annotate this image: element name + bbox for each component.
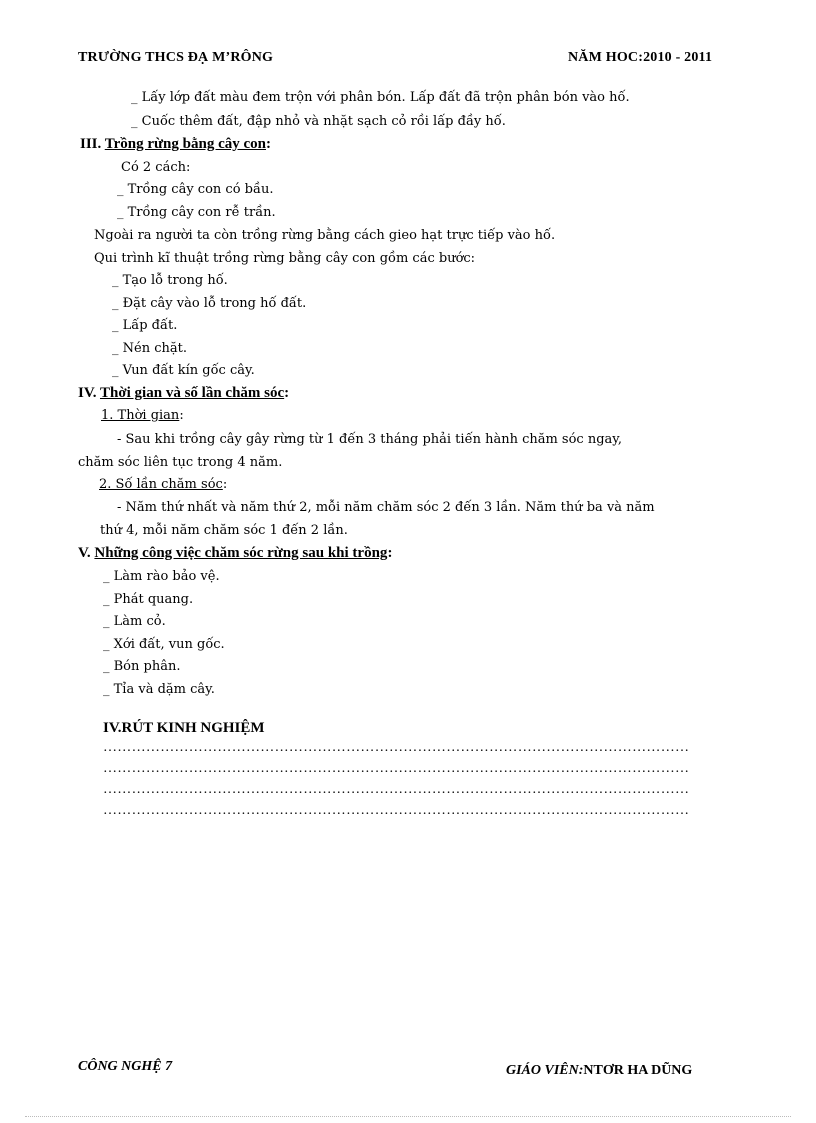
section-3-step: _ Vun đất kín gốc cây.	[112, 363, 255, 378]
section-3-line: _ Trồng cây con rễ trần.	[117, 205, 276, 220]
section-3-step: _ Tạo lỗ trong hố.	[112, 273, 228, 288]
review-dotted-line: ……………………………………………………………………………………………………………	[103, 761, 690, 776]
sub1-colon: :	[179, 408, 184, 423]
intro-line-2: _ Cuốc thêm đất, đập nhỏ và nhặt sạch cỏ rồi lấp đầy hố.	[131, 114, 506, 129]
sub2-text-a: - Năm thứ nhất và năm thứ 2, mỗi năm chăm sóc 2 đến 3 lần. Năm thứ ba và năm	[117, 500, 655, 515]
school-year: NĂM HOC:2010 - 2011	[568, 50, 713, 65]
section-3-step: _ Lấp đất.	[112, 318, 178, 333]
footer-subject: CÔNG NGHỆ 7	[78, 1059, 173, 1074]
sub1-text-b: chăm sóc liên tục trong 4 năm.	[78, 455, 283, 470]
section-3-step: _ Nén chặt.	[112, 341, 187, 356]
section-4-sub2	[99, 477, 227, 492]
section-5-item: _ Xới đất, vun gốc.	[103, 637, 225, 652]
review-title: IV.RÚT KINH NGHIỆM	[103, 720, 265, 736]
sub2-text-b: thứ 4, mỗi năm chăm sóc 1 đến 2 lần.	[100, 523, 348, 538]
section-3-step: _ Đặt cây vào lỗ trong hố đất.	[112, 296, 307, 311]
footer-teacher-name: NTƠR HA DŨNG	[583, 1063, 693, 1078]
footer-teacher-label: GIÁO VIÊN:	[506, 1063, 584, 1078]
review-dotted-line: ……………………………………………………………………………………………………………	[103, 782, 690, 797]
section-5-item: _ Làm cỏ.	[103, 614, 166, 629]
section-4-sub1	[101, 408, 184, 423]
section-4-number: IV.	[78, 385, 97, 401]
section-3-title: Trồng rừng bằng cây con	[104, 136, 266, 152]
section-4-title: Thời gian và số lần chăm sóc	[99, 385, 285, 401]
section-5-number: V.	[78, 545, 91, 561]
footer-teacher	[506, 1059, 692, 1079]
sub1-text-a: - Sau khi trồng cây gây rừng từ 1 đến 3 tháng phải tiến hành chăm sóc ngay,	[117, 432, 623, 447]
section-5-item: _ Phát quang.	[103, 592, 194, 607]
section-5-item: _ Tỉa và dặm cây.	[103, 682, 215, 697]
review-dotted-line: ……………………………………………………………………………………………………………	[103, 740, 690, 755]
section-4-colon: :	[284, 385, 290, 401]
section-5-item: _ Làm rào bảo vệ.	[103, 569, 220, 584]
section-3-number: III.	[80, 136, 102, 152]
section-3-line: Có 2 cách:	[121, 160, 191, 175]
page-bottom-divider	[25, 1116, 791, 1117]
section-3-line: _ Trồng cây con có bầu.	[117, 182, 274, 197]
sub2-colon: :	[222, 477, 228, 492]
sub1-label: 1. Thời gian	[101, 408, 180, 423]
section-4-heading	[78, 385, 289, 402]
section-5-colon: :	[387, 545, 393, 561]
review-dotted-line: ……………………………………………………………………………………………………………	[103, 803, 690, 818]
intro-line-1: _ Lấy lớp đất màu đem trộn với phân bón. Lấp đất đã trộn phân bón vào hố.	[131, 90, 630, 105]
section-5-title: Những công việc chăm sóc rừng sau khi trồng	[94, 545, 388, 561]
school-name: TRƯỜNG THCS ĐẠ M’RÔNG	[78, 50, 274, 65]
section-3-line: Ngoài ra người ta còn trồng rừng bằng cách gieo hạt trực tiếp vào hố.	[94, 228, 556, 243]
section-3-colon: :	[266, 136, 271, 152]
section-5-item: _ Bón phân.	[103, 659, 181, 674]
sub2-label: 2. Số lần chăm sóc	[99, 477, 223, 492]
section-5-heading	[78, 545, 392, 562]
section-3-heading	[80, 136, 271, 153]
section-3-line: Qui trình kĩ thuật trồng rừng bằng cây con gồm các bước:	[94, 251, 476, 266]
